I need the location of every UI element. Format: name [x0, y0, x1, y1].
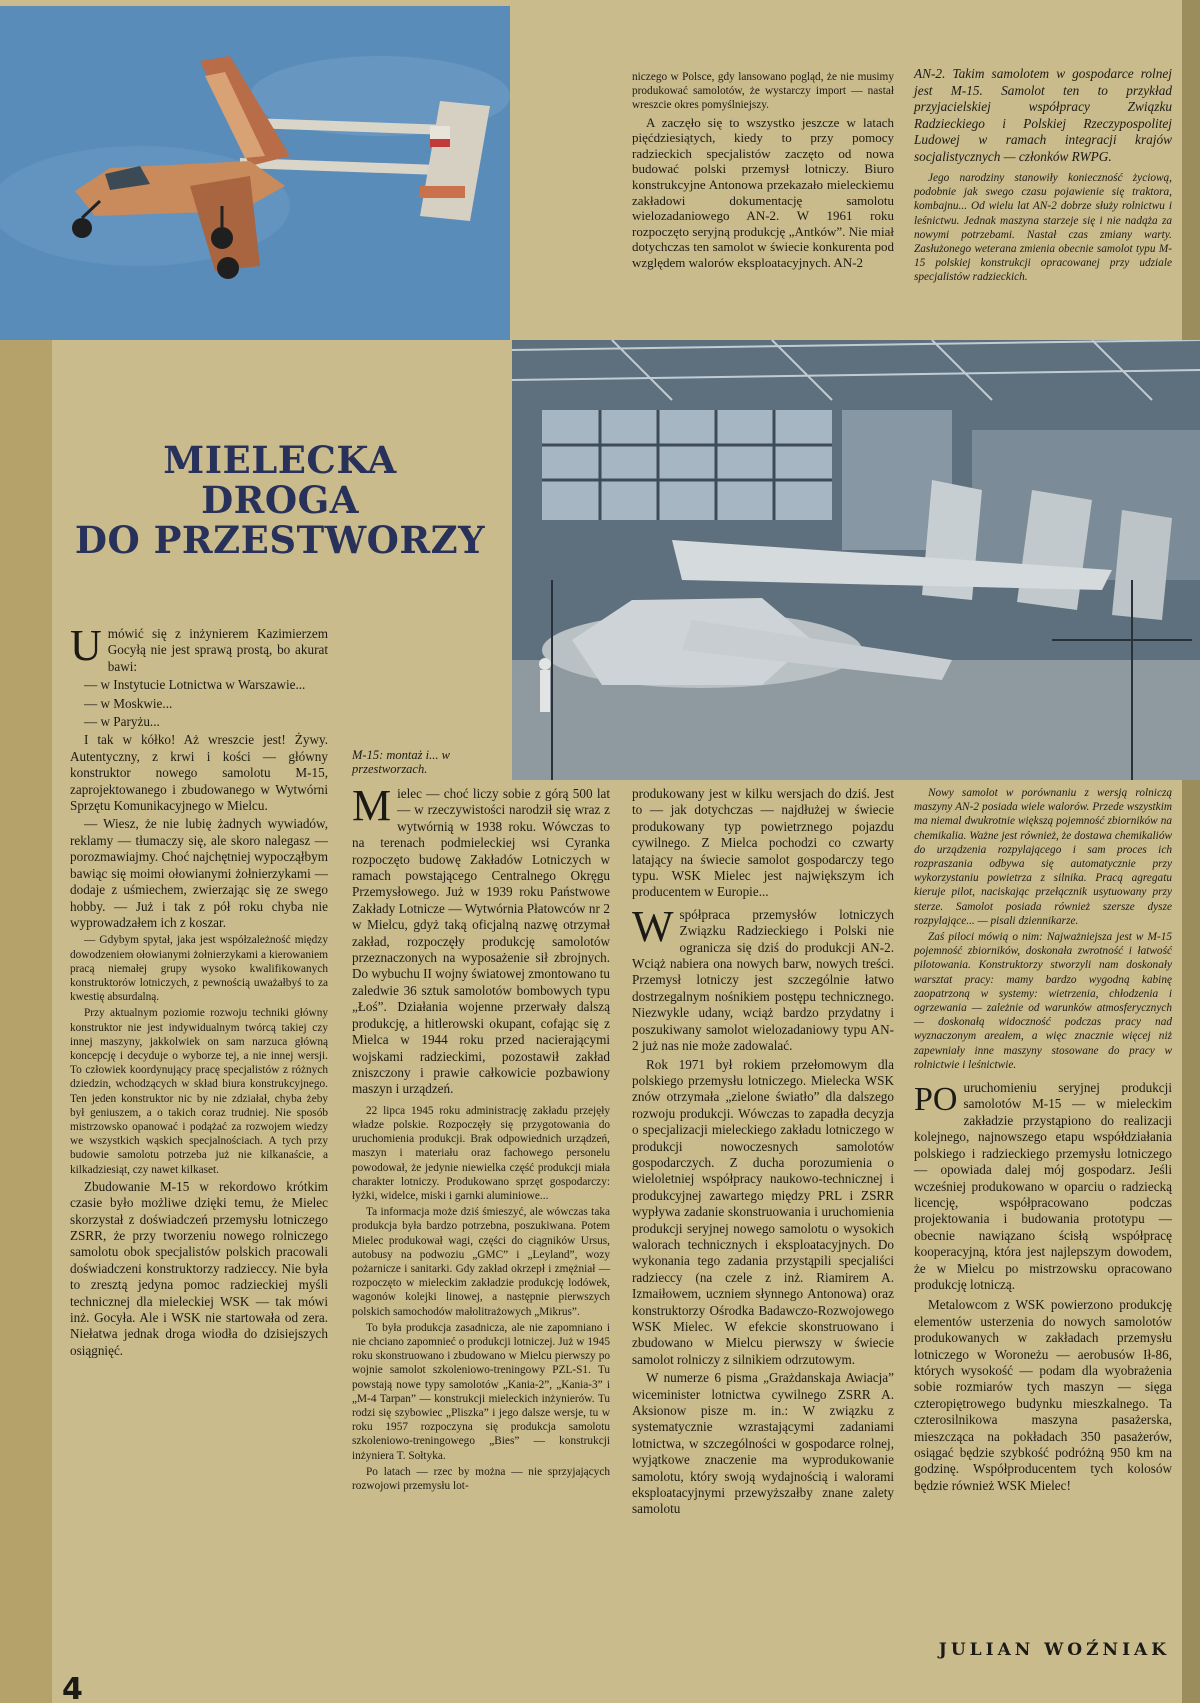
column-top-right: [914, 66, 1172, 287]
lead-paragraph: [352, 781, 610, 1098]
photo-plane-in-flight: [0, 6, 510, 340]
paragraph: Ta informacja może dziś śmieszyć, ale wówczas taka produkcja była bardzo potrzebna, poszukiwana. Potem Mielec produkował wagi, części do ciągników Ursus, autobusy na podwoziu „GMC” i „Leyland”, wozy pożarnicze i sanitarki. Gdy zakład okrzepł i zmężniał — rozpoczęto w mieleckim zakładzie produkcję lodówek, wagonów kolejki linowej, a następnie pierwszych polskich samochodów małolitrażowych „Mikrus”.: [352, 1206, 610, 1318]
column-3: [632, 786, 894, 1520]
paragraph: — Gdybym spytał, jaka jest współzależność między dowodzeniem ołowianymi żołnierzykami a kierowaniem pracą niemałej grupy wysoko kwalifikowanych konstruktorów lotniczych, z pewnością uważałbyś to za kwestię absurdalną.: [70, 934, 328, 1004]
title-line: DROGA: [201, 478, 359, 522]
lead-text: ielec — choć liczy sobie z górą 500 lat — w rzeczywistości narodził się wraz z wytwórnią w 1938 roku. Wówczas to na terenach podmieleckiej wsi Cyranka rozpoczęto budowę Zakładów Lotniczych w ramach powstającego Centralnego Okręgu Przemysłowego. Już w 1939 roku Państwowe Zakłady Lotnicze — Wytwórnia Płatowców nr 2 w Mielcu, gdyż taką oficjalną nazwę otrzymał zakład, rozpoczęły produkcję samolotów przeznaczonych na wyposażenie sił zbrojnych. Do wybuchu II wojny światowej zmontowano tu zaledwie 36 sztuk samolotów bombowych typu „Łoś”. Działania wojenne przerwały dalszą produkcję, a hitlerowski okupant, cofając się z Mielca w 1944 roku przed nacierającymi wojskami radzieckimi, pozostawił zakład zniszczony i prawie całkowicie pozbawiony maszyn i urządzeń.: [352, 786, 610, 1097]
photo-hangar-assembly: [512, 340, 1200, 780]
title-line: DO PRZESTWORZY: [74, 518, 486, 562]
paragraph: niczego w Polsce, gdy lansowano pogląd, że nie musimy produkować samolotów, że wystarczy import — nastał wreszcie okres pomyślniejszy.: [632, 71, 894, 112]
drop-cap: PO: [914, 1081, 958, 1119]
lead-text: mówić się z inżynierem Kazimierzem Gocyłą nie jest sprawą prostą, bo akurat bawi:: [107, 626, 328, 674]
drop-cap: W: [632, 901, 674, 951]
paragraph: Rok 1971 był rokiem przełomowym dla polskiego przemysłu lotniczego. Mielecka WSK znów otrzymała „zielone światło” dla dalszego rozwoju produkcji. Wówczas to zapadła decyzja o specjalizacji mieleckiego zakładu lotniczego w produkcji nowoczesnych samolotów gospodarczych. Z ducha porozumienia o wieloletniej współpracy naukowo-technicznej i produkcyjnej zawartego między PRL i ZSRR wypływa zadanie skonstruowania i uruchomienia produkcji seryjnej nowego samolotu o wysokich walorach technicznych i eksploatacyjnych. Do wykonania tego zadania przystąpili specjaliści radzieccy (na czele z inż. Riamirem A. Izmaiłowem, uczniem słynnego Antonowa) oraz konstruktorzy Ośrodka Badawczo-Rozwojowego WSK Mielec. W efekcie skonstruowano i zbudowano w Mielcu pierwszy w świecie samolot rolniczy z silnikiem odrzutowym.: [632, 1056, 894, 1367]
paragraph: Przy aktualnym poziomie rozwoju techniki główny konstruktor nie jest indywidualnym twórcą takiej czy innej maszyny, jakkolwiek on sam narzuca główną koncepcję i decyduje o wyborze tej, a nie innej wersji. To człowiek koordynujący pracę specjalistów z różnych dziedzin, wchodzących w skład biura konstrukcyjnego. Ten jeden konstruktor nic by nie zdziałał, chyba żeby był geniuszem, a o takich coraz trudniej. Nie sposób mistrzowsko opanować i podążać za rozwojem wiedzy we wszystkich wąskich specjalnościach. A tych przy budowie samolotu potrzeba już nie kilkanaście, a kilkadziesiąt, czy nawet kilkaset.: [70, 1007, 328, 1176]
paragraph: AN-2. Takim samolotem w gospodarce rolnej jest M-15. Samolot ten to przykład przyjacielskiej współpracy Związku Radzieckiego i Polskiej Rzeczypospolitej Ludowej w ramach integracji krajów socjalistycznych — członków RWPG.: [914, 66, 1172, 164]
column-2: [352, 781, 610, 1495]
paragraph: I tak w kółko! Aż wreszcie jest! Żywy. Autentyczny, z krwi i kości — główny konstruktor nowego samolotu M-15, zaprojektowanego i zbudowanego w Wytwórni Sprzętu Komunikacyjnego w Mielcu.: [70, 732, 328, 814]
lead-paragraph: [632, 901, 894, 1055]
article-title: [60, 440, 500, 560]
drop-cap: M: [352, 781, 392, 830]
drop-cap: U: [70, 621, 102, 670]
photo-caption: M-15: montaż i... w przestworzach.: [352, 748, 450, 776]
paragraph: W numerze 6 pisma „Grażdanskaja Awiacja” wiceminister lotnictwa cywilnego ZSRR A. Aksionow pisze m. in.: W związku z systematycznie wzrastającymi zadaniami lotnictwa, w szczególności w gospodarce rolnej, wyjątkowe znaczenie ma wyprodukowanie samolotu, który swoją wydajnością i walorami eksploatacyjnymi przewyższałby znane zalety samolotu: [632, 1370, 894, 1517]
title-line: MIELECKA: [163, 438, 397, 482]
left-margin-band: [0, 340, 52, 1703]
paragraph: Nowy samolot w porównaniu z wersją rolniczą maszyny AN-2 posiada wiele walorów. Przede wszystkim ma niemal dwukrotnie większą pojemność zbiorników na chemikalia. Ważne jest również, że dostawa chemikaliów do urządzenia rozpylającego i sam proces ich rozpraszania odbywa się automatycznie przy wykorzystaniu powietrza z silnika. Pracą agregatu kieruje pilot, naciskając przełącznik usytuowany przy sterze. Samolot posiada również szersze dysze rozpylające... — pisali dziennikarze.: [914, 787, 1172, 927]
plane-illustration: [0, 6, 510, 340]
paragraph: — w Instytucie Lotnictwa w Warszawie...: [84, 677, 306, 693]
column-1: [70, 621, 328, 1361]
paragraph: Zaś piloci mówią o nim: Najważniejsza jest w M-15 pojemność zbiorników, doskonała zwrotność i łatwość pilotowania. Konstruktorzy stworzyli nam doskonały warsztat pracy: mamy bardzo wygodną kabinę zaopatrzoną w systemy: wietrzenia, chłodzenia i ogrzewania — zależnie od warunków atmosferycznych — doskonałą widoczność podczas pracy nad wyznaczonym areałem, a więc znacznie więcej niż zapewniały inne maszyny stosowane do pracy w rolnictwie i leśnictwie.: [914, 931, 1172, 1071]
paragraph: Metalowcom z WSK powierzono produkcję elementów usterzenia do nowych samolotów produkowanych w zakładach przemysłu lotniczego w Woroneżu — aerobusów Ił-86, których wysokość — podam dla wyobrażenia sobie rozmiarów tych maszyn — sięga czteropiętrowego budynku mieszkalnego. Ta czterosilnikowa maszyna pasażerska, mieszcząca na pokładach 350 pasażerów, osiągać będzie szybkość podróżną 950 km na godzinę. Współproducentem tych kolosów będzie również WSK Mielec!: [914, 1297, 1172, 1493]
paragraph: produkowany jest w kilku wersjach do dziś. Jest to — jak dotychczas — najdłużej w świecie produkowany typ powietrznego pojazdu cywilnego. Z Mielca pochodzi co czwarty latający na świecie samolot gospodarczy tego typu. WSK Mielec jest największym ich producentem w Europie...: [632, 786, 894, 900]
hangar-illustration: [512, 340, 1200, 780]
lead-paragraph: [70, 621, 328, 675]
page-number: 4: [62, 1672, 83, 1703]
lead-text: spółpraca przemysłów lotniczych Związku Radzieckiego i Polski nie ogranicza się dziś do produkcji AN-2. Wciąż nabiera ona nowych barw, nowych treści. Przemysł lotniczy jest szczególnie łatwo dostrzegalnym nośnikiem postępu technicznego. Niezwykle udany, wciąż bardzo przydatny i poszukiwany samolot wielozadaniowy typu AN-2 już nas nie może zadowalać.: [632, 906, 894, 1054]
paragraph: — w Paryżu...: [84, 714, 160, 730]
paragraph: A zaczęło się to wszystko jeszcze w latach pięćdziesiątych, kiedy to przy pomocy radzieckich specjalistów zaczęto od nowa budować polski przemysł lotniczy. Biuro konstrukcyjne Antonowa przekazało mieleckiemu zakładowi dokumentację samolotu wielozadaniowego AN-2. W 1961 roku rozpoczęto seryjną produkcję „Antków”. Nie miał dotychczas ten samolot w świecie konkurenta pod względem walorów eksploatacyjnych. AN-2: [632, 114, 894, 270]
lead-paragraph: [914, 1080, 1172, 1293]
paragraph: Zbudowanie M-15 w rekordowo krótkim czasie było możliwe dzięki temu, że Mielec skorzystał z doświadczeń przemysłu lotniczego ZSRR, że przy tworzeniu nowego rolniczego samolotu obok specjalistów polskich pracowali doświadczeni konstruktorzy radzieccy. Nie była to zresztą jedyna pomoc radzieckiej myśli technicznej dla mieleckiej WSK — tak mówi inż. Gocyła. Ale i WSK nie startowała od zera. Niełatwa jednak droga wiodła do dzisiejszych osiągnięć.: [70, 1178, 328, 1358]
column-4: [914, 786, 1172, 1496]
lead-text: uruchomieniu seryjnej produkcji samolotów M-15 — w mieleckim zakładzie przystąpiono do realizacji kolejnego, najnowszego etapu współdziałania polskiego i radzieckiego przemysłu lotniczego — opowiada dalej mój gospodarz. Jeśli wcześniej produkowano w oparciu o radziecką licencję, współpracowano podczas projektowania i budowania prototypu — obecnie nawiązano ścisłą współpracę kooperacyjną, która jest najlepszym dowodem, że w Mielcu po mistrzowsku opracowano produkcję lotniczą.: [914, 1080, 1172, 1292]
paragraph: — w Moskwie...: [84, 695, 173, 711]
paragraph: Po latach — rzec by można — nie sprzyjających rozwojowi przemysłu lot-: [352, 1465, 610, 1492]
paragraph: To była produkcja zasadnicza, ale nie zapomniano i nie chciano zapomnieć o produkcji lotniczej. Już w 1945 roku skonstruowano i zbudowano w Mielcu pierwszy po wojnie samolot szkoleniowo-treningowy PZL-S1. Tu powstają nowe typy samolotów „Kania-2”, „Kania-3” i „M-4 Tarpan” — konstrukcji mieleckich inżynierów. Tu rodzi się szybowiec „Pliszka” i jego dalsze wersje, tu w roku 1957 rozpoczyna się produkcja samolotu szkoleniowo-treningowego „Bies” — konstrukcji inżyniera T. Sołtyka.: [352, 1321, 610, 1462]
page-edge: [1182, 0, 1200, 1703]
paragraph: — Wiesz, że nie lubię żadnych wywiadów, reklamy — tłumaczy się, ale skoro nalegasz — porozmawiajmy. Choć najchętniej wypocząłbym bawiąc się moimi ołowianymi żołnierzykami — dodaje z uśmiechem, zwierzając się ze swego hobby. — Już i tak z pół roku chyba nie wyprowadzałem ich z koszar.: [70, 816, 328, 930]
paragraph: 22 lipca 1945 roku administrację zakładu przejęły władze polskie. Rozpoczęły się przygotowania do uruchomienia produkcji. Brak odpowiednich urządzeń, maszyn i materiału oraz fachowego personelu powodował, że jedynie niewielka część produkcji miała charakter lotniczy. Produkowano sprzęt gospodarczy: łyżki, widelce, miski i garnki aluminiowe...: [352, 1104, 610, 1202]
column-top-middle: [632, 70, 894, 273]
paragraph: Jego narodziny stanowiły konieczność życiową, podobnie jak swego czasu pojawienie się traktora, kombajnu... Od wielu lat AN-2 dobrze służy rolnictwu i leśnictwu. Jednak maszyna starzeje się i nie nadąża za nowymi potrzebami. Nastał czas zmiany warty. Zasłużonego weterana zmienia obecnie samolot typu M-15 polskiej konstrukcji opracowanej przy udziale specjalistów radzieckich.: [914, 172, 1172, 284]
author-signature: JULIAN WOŹNIAK: [938, 1640, 1170, 1660]
